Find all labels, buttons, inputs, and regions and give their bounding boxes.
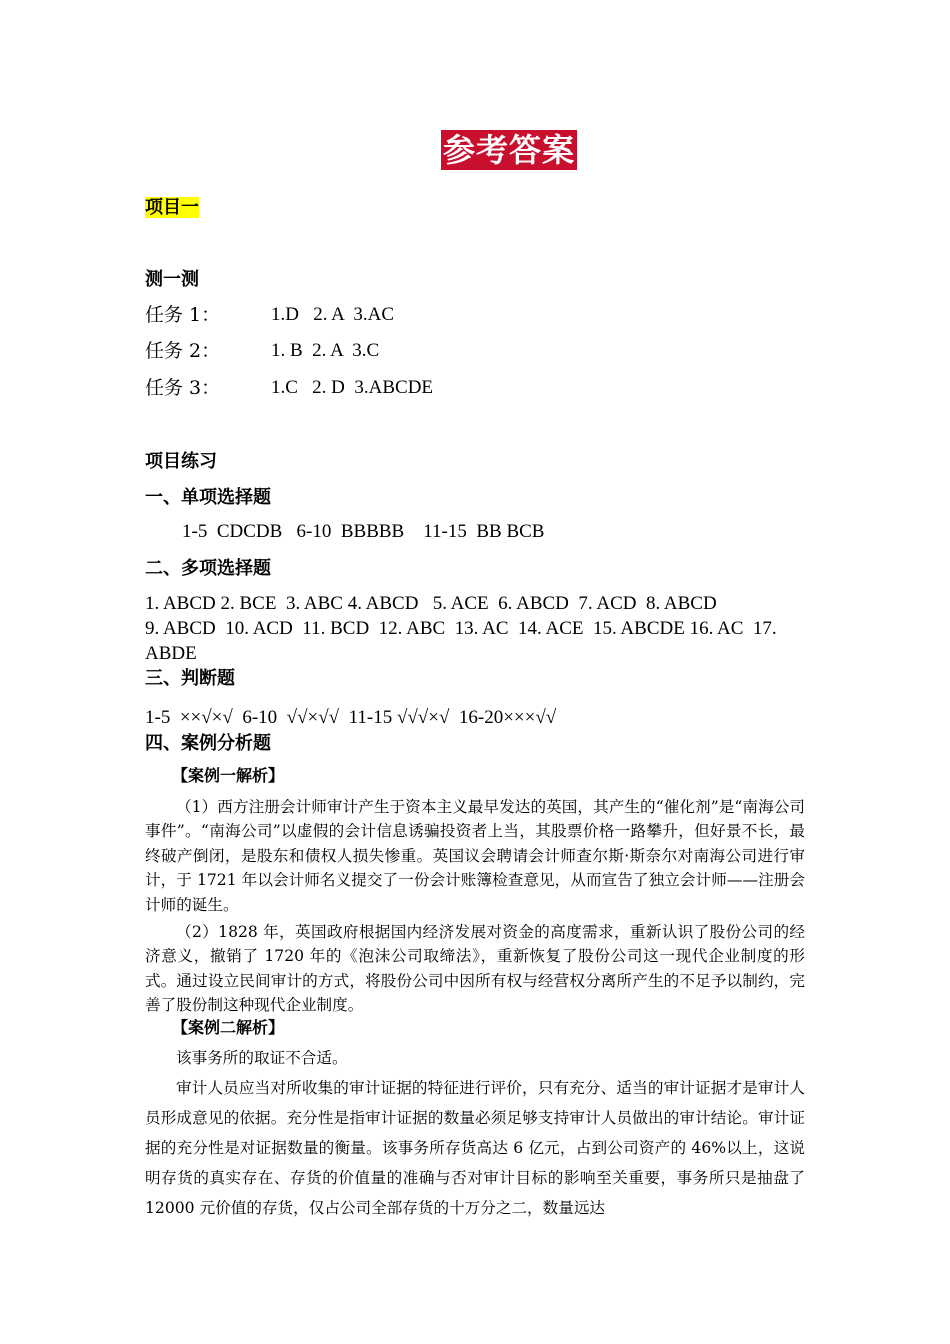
- case2-heading: 【案例二解析】: [172, 1018, 285, 1037]
- project-heading: [145, 196, 199, 220]
- project-heading-text: 项目一: [145, 197, 199, 218]
- task-answer: 1. B 2. A 3.C: [271, 340, 380, 361]
- task-label: 任务 1：: [145, 304, 221, 326]
- task-label: 任务 3：: [145, 377, 221, 399]
- case2-paragraph: 审计人员应当对所收集的审计证据的特征进行评价，只有充分、适当的审计证据才是审计人员形成意见的依据。充分性是指审计证据的数量必须足够支持审计人员做出的审计结论。审计证据的充分性是对证据数量的衡量。该事务所存货高达 6 亿元，占到公司资产的 46%以上，这说明存货的真实存在、存货的价值量的准确与否对审计目标的影响至关重要，事务所只是抽盘了 12000 元价值的存货，仅占公司全部存货的十万分之二，数量远达: [145, 1079, 805, 1217]
- task-row: [145, 302, 394, 328]
- case1-paragraph: （1）西方注册会计师审计产生于资本主义最早发达的英国，其产生的“催化剂”是“南海公司事件”。“南海公司”以虚假的会计信息诱骗投资者上当，其股票价格一路攀升，但好景不长，最终破产倒闭，是股东和债权人损失惨重。英国议会聘请会计师查尔斯·斯奈尔对南海公司进行审计，于 1721 年以会计师名义提交了一份会计账簿检查意见，从而宣告了独立会计师——注册会计师的诞生。: [145, 798, 805, 914]
- task-answer: 1.D 2. A 3.AC: [271, 304, 394, 325]
- single-choice-answers: 1-5 CDCDB 6-10 BBBBB 11-15 BB BCB: [182, 521, 545, 542]
- case-analysis-heading: 四、案例分析题: [145, 733, 271, 754]
- judgement-heading: 三、判断题: [145, 668, 235, 689]
- judgement-answers: 1-5 ××√×√ 6-10 √√×√√ 11-15 √√√×√ 16-20×××√√: [145, 707, 557, 728]
- practice-heading: 项目练习: [145, 451, 217, 472]
- task-row: [145, 338, 380, 364]
- page-title: 参考答案: [443, 131, 576, 169]
- multi-choice-line: 9. ABCD 10. ACD 11. BCD 12. ABC 13. AC 14. ACE 15. ABCDE 16. AC 17.: [145, 618, 777, 639]
- multi-choice-line: ABDE: [145, 643, 197, 664]
- multi-choice-line: 1. ABCD 2. BCE 3. ABC 4. ABCD 5. ACE 6. ABCD 7. ACD 8. ABCD: [145, 593, 717, 614]
- task-answer: 1.C 2. D 3.ABCDE: [271, 377, 434, 398]
- case1-paragraph: （2）1828 年，英国政府根据国内经济发展对资金的高度需求，重新认识了股份公司的经济意义，撤销了 1720 年的《泡沫公司取缔法》，重新恢复了股份公司这一现代企业制度的形式。通过设立民间审计的方式，将股份公司中因所有权与经营权分离所产生的不足予以制约，完善了股份制这种现代企业制度。: [145, 923, 805, 1015]
- task-row: [145, 375, 434, 401]
- test-heading: 测一测: [145, 269, 199, 290]
- task-label: 任务 2：: [145, 340, 221, 362]
- multi-choice-heading: 二、多项选择题: [145, 558, 271, 579]
- case1-heading: 【案例一解析】: [172, 766, 285, 785]
- case2-paragraph: 该事务所的取证不合适。: [176, 1049, 348, 1067]
- single-choice-heading: 一、单项选择题: [145, 487, 271, 508]
